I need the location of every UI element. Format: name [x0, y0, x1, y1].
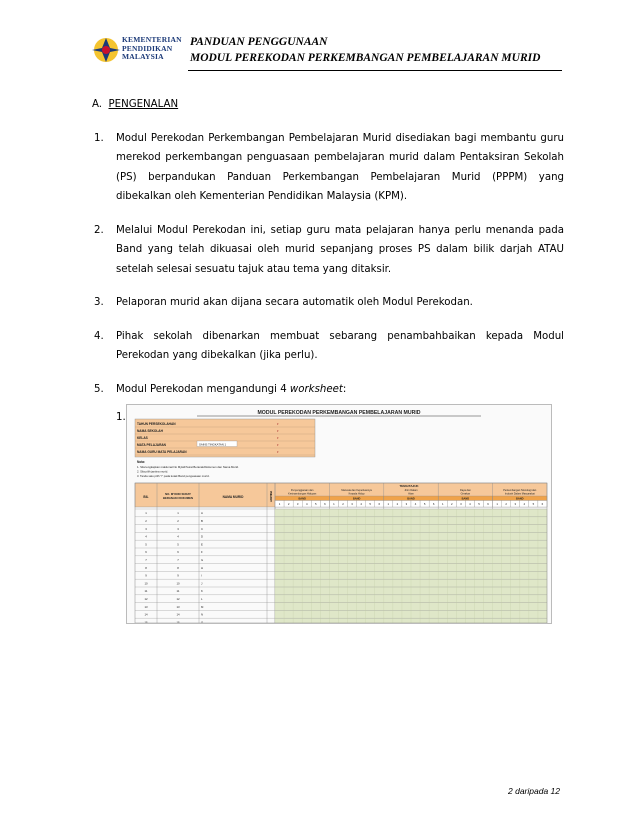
band-label: BAND	[298, 497, 306, 501]
band-label: BAND	[516, 497, 524, 501]
topic-header-line2: Alam	[408, 492, 414, 496]
band-number: 6	[541, 502, 544, 506]
dropdown-arrow-icon: ▾	[277, 436, 279, 440]
dropdown-arrow-icon: ▾	[277, 429, 279, 433]
kpm-emblem-icon	[92, 34, 120, 64]
text-run: Modul Perekodan mengandungi 4	[116, 383, 290, 395]
dropdown-arrow-icon: ▾	[277, 450, 279, 454]
info-field-label: MATA PELAJARAN	[137, 443, 166, 447]
borang-perekodan-screenshot	[126, 404, 552, 624]
band-number: 3	[514, 502, 517, 506]
row-nama: L	[201, 597, 203, 601]
row-nama: F	[201, 550, 203, 555]
band-label: BAND	[407, 497, 415, 501]
band-number: 1	[387, 502, 390, 506]
row-bil: 12	[144, 597, 148, 601]
row-no: 10	[176, 581, 180, 586]
row-bil: 8	[145, 565, 147, 570]
row-bil: 1	[145, 511, 147, 516]
row-nama: K	[201, 589, 203, 594]
col-jantina-header: JANTINA	[270, 490, 273, 502]
row-bil: 5	[145, 542, 147, 547]
paragraph-number: 5.	[94, 383, 104, 395]
note-line: 3. Tanda satu pilih "/" pada kotak Band penguasaan murid.	[137, 474, 210, 478]
logo-line: PENDIDIKAN	[122, 43, 173, 53]
row-no: 7	[177, 558, 179, 562]
info-field-label: TAHUN PERSEKOLAHAN	[137, 422, 176, 426]
row-no: 13	[176, 604, 180, 609]
row-no: 6	[177, 550, 179, 555]
row-bil: 6	[145, 550, 147, 555]
band-label: BAND	[461, 497, 470, 501]
topic-header: Penyenggaraan dan	[290, 489, 314, 492]
band-number: 6	[432, 502, 435, 506]
row-no: 1	[177, 511, 179, 516]
band-number: 5	[315, 502, 317, 506]
topic-header-line2: Gerakan	[460, 492, 471, 496]
paragraph-number: 1.	[94, 132, 104, 144]
band-number: 3	[351, 502, 353, 506]
topic-header-line2: Industri Dalam Masyarakat	[504, 492, 535, 496]
band-number: 5	[423, 502, 426, 506]
dropdown-arrow-icon: ▾	[277, 443, 279, 447]
row-no: 3	[177, 526, 179, 531]
text-italic: worksheet	[289, 383, 343, 395]
row-bil: 9	[145, 573, 147, 578]
row-nama: C	[201, 526, 204, 531]
band-number: 6	[487, 502, 489, 506]
col-bil-header: BIL	[143, 495, 149, 499]
paragraph	[94, 221, 564, 280]
row-bil: 14	[144, 612, 148, 617]
paragraph-number: 4.	[94, 330, 104, 342]
kpm-logo	[92, 34, 182, 68]
row-nama: B	[201, 519, 203, 523]
band-number: 3	[296, 502, 299, 506]
row-nama: A	[201, 511, 203, 516]
row-nama: H	[201, 565, 204, 570]
row-no: 4	[177, 534, 179, 539]
band-number: 4	[469, 502, 471, 506]
paragraph-number: 3.	[94, 297, 104, 308]
col-no-header: NO. MYKID/ SURAT	[165, 492, 191, 496]
header-rule	[188, 70, 562, 71]
logo-line: KEMENTERIAN	[122, 35, 182, 44]
row-bil: 2	[145, 519, 147, 523]
band-number: 3	[460, 502, 462, 506]
row-no: 5	[177, 542, 179, 547]
paragraph-number: 2.	[94, 224, 104, 236]
text-run: :	[342, 383, 347, 395]
notes-title: Nota:	[137, 460, 146, 464]
row-no: 15	[176, 620, 180, 623]
sheet-title: MODUL PEREKODAN PERKEMBANGAN PEMBELAJARAN MURID	[257, 410, 421, 416]
row-bil: 4	[145, 534, 147, 539]
page-number: 2 daripada 12	[508, 786, 560, 796]
topic-header: Manusia dan Keperluannya	[341, 489, 372, 492]
info-field-label: NAMA GURU MATA PELAJARAN	[137, 450, 187, 454]
section-title: PENGENALAN	[108, 99, 179, 110]
row-no: 12	[176, 597, 180, 601]
paragraph	[94, 380, 564, 400]
band-number: 5	[478, 502, 480, 506]
tema-label: TEMA/TAJUK	[399, 484, 419, 488]
band-number: 4	[360, 502, 362, 506]
row-nama: E	[201, 542, 203, 547]
band-number: 1	[441, 502, 444, 506]
band-number: 4	[414, 502, 417, 506]
row-nama: G	[201, 558, 204, 562]
topic-header-line2: Kesinambungan Hidupan	[288, 492, 317, 496]
topic-header-line2: Kepada Hidup	[348, 492, 365, 496]
row-nama: I	[201, 573, 202, 578]
row-bil: 15	[144, 620, 148, 623]
band-number: 3	[405, 502, 408, 506]
row-nama: N	[201, 612, 204, 617]
logo-wordmark	[122, 36, 182, 62]
section-heading	[92, 95, 564, 115]
subject-value: SAINS TINGKATAN 1	[199, 442, 227, 447]
row-bil: 10	[144, 581, 148, 586]
row-nama: D	[201, 534, 204, 539]
band-number: 1	[278, 502, 281, 506]
note-line: 2. Sila pilih jantina murid.	[137, 469, 169, 474]
topic-header: Perkembangan Teknologi dan	[503, 489, 537, 492]
band-number: 4	[305, 502, 308, 506]
row-bil: 7	[145, 558, 147, 562]
paragraph	[94, 129, 564, 207]
paragraph-text: Melalui Modul Perekodan ini, setiap guru mata pelajaran hanya perlu menanda pada Band yang telah dikuasai oleh murid sepanjang proses PS dalam bilik darjah ATAU setelah selesai sesuatu tajuk atau tema yang ditaksir.	[116, 224, 564, 275]
section-letter: A.	[92, 99, 103, 110]
row-bil: 11	[144, 589, 148, 594]
col-nama-header: NAMA MURID	[222, 495, 244, 499]
header-subtitle: MODUL PEREKODAN PERKEMBANGAN PEMBELAJARAN MURID	[190, 52, 541, 64]
row-nama: J	[201, 581, 203, 586]
band-number: 6	[378, 502, 381, 506]
document-body	[94, 95, 564, 428]
row-no: 9	[177, 573, 179, 578]
band-number: 2	[396, 502, 399, 506]
band-label: BAND	[352, 497, 361, 501]
paragraph-text: Pelaporan murid akan dijana secara automatik oleh Modul Perekodan.	[116, 297, 473, 308]
band-number: 5	[369, 502, 371, 506]
row-nama: O	[201, 620, 204, 623]
band-number: 1	[333, 502, 335, 506]
paragraph-text	[116, 380, 564, 400]
row-nama: M	[201, 604, 204, 609]
info-field-label: KELAS	[137, 436, 148, 440]
logo-line: MALAYSIA	[122, 52, 164, 61]
header-title: PANDUAN PENGGUNAAN	[190, 36, 328, 48]
page-header	[92, 30, 562, 76]
row-bil: 13	[144, 604, 148, 609]
row-no: 14	[176, 612, 180, 617]
paragraph-text: Modul Perekodan Perkembangan Pembelajaran Murid disediakan bagi membantu guru merekod perkembangan penguasaan pembelajaran murid dalam Pentaksiran Sekolah (PS) berpandukan Panduan Perkembangan Pembelajaran Murid (PPPM) yang dibekalkan oleh Kementerian Pendidikan Malaysia (KPM).	[116, 132, 564, 202]
band-number: 5	[532, 502, 535, 506]
band-number: 2	[287, 502, 290, 506]
row-no: 8	[177, 565, 179, 570]
row-bil: 3	[145, 526, 147, 531]
note-line: 1. Sila lengkapkan maklumat No Mykid/Surat Beranak/Dokumen dan Nama Murid.	[137, 465, 239, 469]
topic-header: Jirim Dalam	[404, 489, 418, 492]
info-field-label: NAMA SEKOLAH	[137, 429, 163, 433]
spreadsheet-image	[127, 405, 551, 623]
band-number: 4	[523, 502, 526, 506]
row-no: 2	[177, 519, 179, 523]
col-no-header-line2: BERANAK/ DOKUMEN	[163, 496, 193, 500]
band-number: 6	[324, 502, 326, 506]
topic-header: Daya dan	[460, 489, 471, 492]
band-number: 2	[505, 502, 507, 506]
row-no: 11	[176, 589, 180, 594]
paragraph	[94, 327, 564, 366]
paragraph	[94, 293, 564, 313]
band-number: 2	[342, 502, 344, 506]
sub-item-number: 1.	[116, 412, 126, 423]
band-number: 2	[451, 502, 453, 506]
band-number: 1	[496, 502, 498, 506]
dropdown-arrow-icon: ▾	[277, 422, 279, 426]
paragraph-text: Pihak sekolah dibenarkan membuat sebarang penambahbaikan kepada Modul Perekodan yang dibekalkan (jika perlu).	[116, 330, 564, 361]
